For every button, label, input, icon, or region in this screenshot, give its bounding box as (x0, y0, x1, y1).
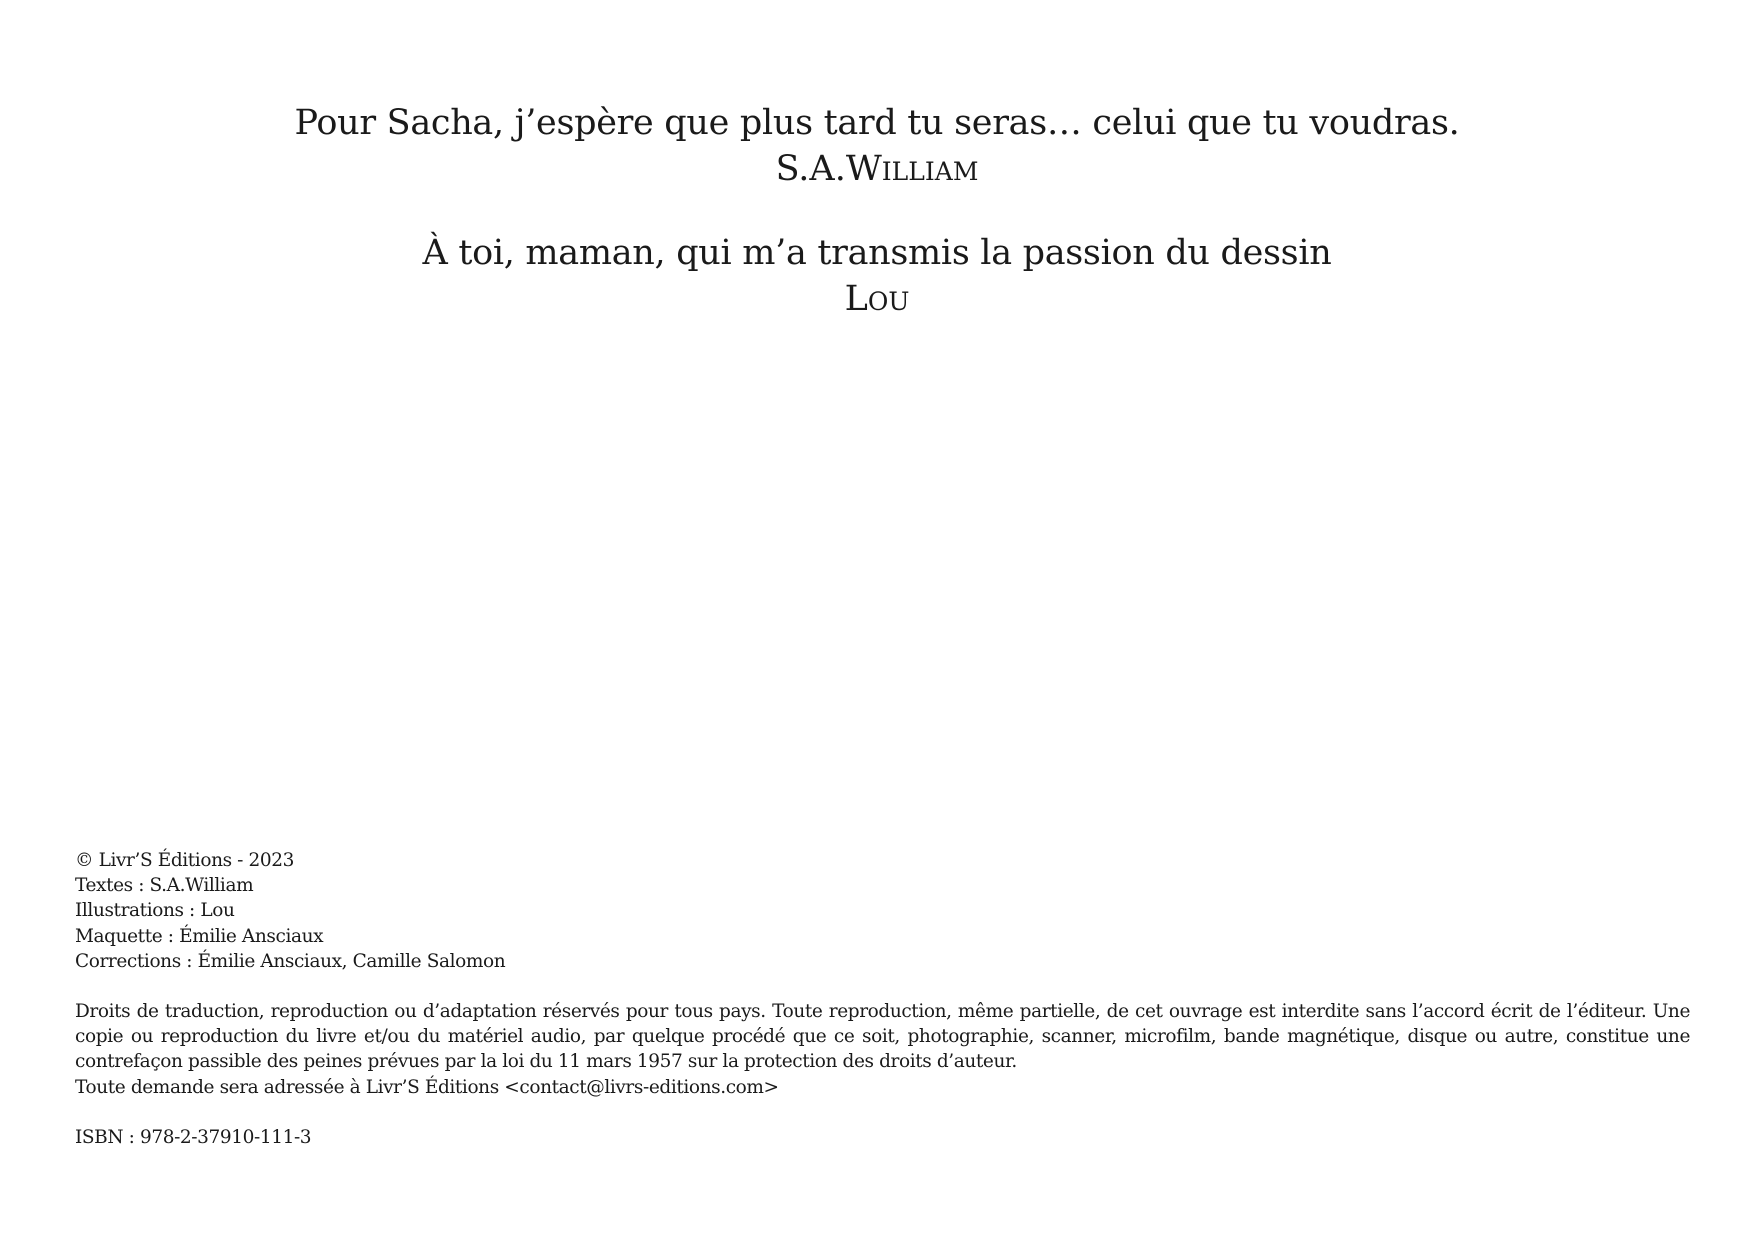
dedication-author: S.A.William (775, 149, 979, 189)
contact-line: Toute demande sera adressée à Livr’S Éditions <contact@livrs-editions.com> (75, 1076, 779, 1098)
dedication-author: Lou (844, 279, 910, 319)
dedication-sacha (0, 100, 1754, 192)
dedication-maman (0, 230, 1754, 322)
corrections-credit: Corrections : Émilie Ansciaux, Camille Salomon (75, 950, 506, 972)
layout-credit: Maquette : Émilie Ansciaux (75, 925, 324, 947)
colophon (75, 848, 1690, 1150)
dedication-text: À toi, maman, qui m’a transmis la passion du dessin (422, 233, 1332, 273)
copyright-line: © Livr’S Éditions - 2023 (75, 850, 294, 871)
dedication-text: Pour Sacha, j’espère que plus tard tu seras… celui que tu voudras. (294, 103, 1460, 143)
isbn: ISBN : 978-2-37910-111-3 (75, 1126, 312, 1148)
texts-credit: Textes : S.A.William (75, 875, 254, 897)
dedications (0, 100, 1754, 360)
illustrations-credit: Illustrations : Lou (75, 900, 235, 922)
rights-notice (75, 999, 1690, 1100)
rights-text: Droits de traduction, reproduction ou d’adaptation réservés pour tous pays. Toute reproduction, même partielle, de cet ouvrage est interdite sans l’accord écrit de l’éditeur. Une copie ou reproduction du livre et/ou du matériel audio, par quelque procédé que ce soit, photographie, scanner, microfilm, bande magnétique, disque ou autre, constitue une contrefaçon passible des peines prévues par la loi du 11 mars 1957 sur la protection des droits d’auteur. (75, 1001, 1690, 1073)
credits (75, 848, 1690, 974)
